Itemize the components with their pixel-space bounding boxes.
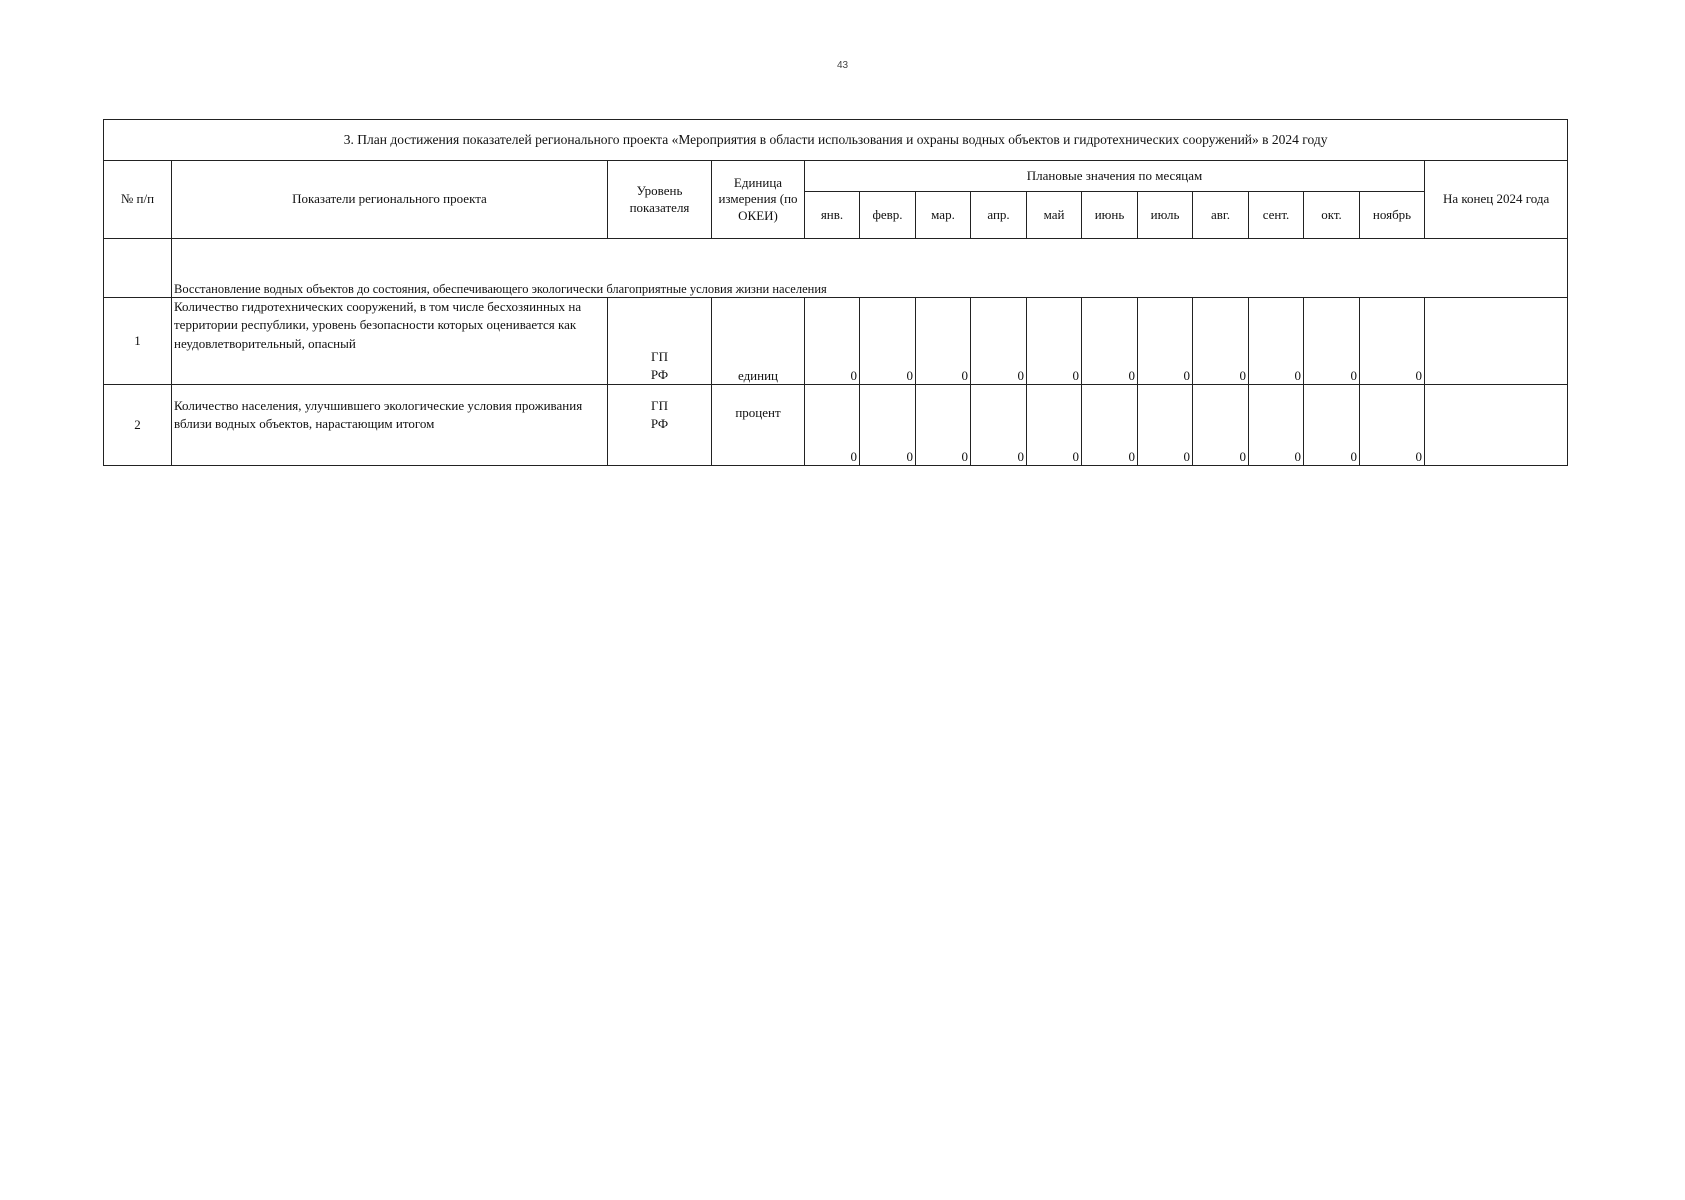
- row-indicator: Количество населения, улучшившего экологические условия проживания вблизи водных объектов, нарастающим итогом: [172, 385, 608, 466]
- row-value: 0: [860, 298, 916, 385]
- row-level-line1: ГП: [651, 398, 668, 413]
- page-number: 43: [836, 60, 849, 71]
- row-value: 0: [1360, 298, 1425, 385]
- row-value: 0: [1138, 298, 1193, 385]
- table-row: [104, 298, 1568, 385]
- row-value: 0: [971, 385, 1027, 466]
- section-title: Восстановление водных объектов до состояния, обеспечивающего экологически благоприятные условия жизни населения: [172, 239, 1568, 298]
- row-value: 0: [805, 298, 860, 385]
- header-month: окт.: [1304, 192, 1360, 239]
- row-value: 0: [1249, 298, 1304, 385]
- header-month: авг.: [1193, 192, 1249, 239]
- header-month: янв.: [805, 192, 860, 239]
- header-indicators: Показатели регионального проекта: [172, 161, 608, 239]
- row-num: 1: [104, 298, 172, 385]
- plan-table: [103, 119, 1568, 466]
- header-month: июнь: [1082, 192, 1138, 239]
- table-title: 3. План достижения показателей регионального проекта «Мероприятия в области использования и охраны водных объектов и гидротехнических сооружений» в 2024 году: [104, 120, 1568, 161]
- row-value: 0: [805, 385, 860, 466]
- header-level: Уровень показателя: [608, 161, 712, 239]
- row-value: 0: [1304, 298, 1360, 385]
- header-month: ноябрь: [1360, 192, 1425, 239]
- row-level-line2: РФ: [650, 416, 669, 432]
- row-value: 0: [1193, 385, 1249, 466]
- row-year-end: [1425, 298, 1568, 385]
- row-level-line1: ГП: [651, 348, 668, 364]
- row-num: 2: [104, 385, 172, 466]
- row-value: 0: [860, 385, 916, 466]
- row-value: 0: [1138, 385, 1193, 466]
- row-value: 0: [1193, 298, 1249, 385]
- header-month: февр.: [860, 192, 916, 239]
- row-value: 0: [916, 298, 971, 385]
- row-level: [608, 385, 712, 466]
- header-month: апр.: [971, 192, 1027, 239]
- row-unit: процент: [712, 385, 805, 466]
- table-row: [104, 385, 1568, 466]
- section-num-cell: [104, 239, 172, 298]
- row-value: 0: [1360, 385, 1425, 466]
- section-row: [104, 239, 1568, 298]
- row-value: 0: [1304, 385, 1360, 466]
- title-row: [104, 120, 1568, 161]
- header-month: май: [1027, 192, 1082, 239]
- row-level: [608, 298, 712, 385]
- header-year-end: На конец 2024 года: [1425, 161, 1568, 239]
- row-unit: единиц: [712, 298, 805, 385]
- row-value: 0: [916, 385, 971, 466]
- header-row-1: [104, 161, 1568, 192]
- row-indicator: Количество гидротехнических сооружений, в том числе бесхозяинных на территории республики, уровень безопасности которых оценивается как неудовлетворительный, опасный: [172, 298, 608, 385]
- row-level-line2: РФ: [650, 366, 669, 382]
- header-month: сент.: [1249, 192, 1304, 239]
- row-value: 0: [1249, 385, 1304, 466]
- header-month: мар.: [916, 192, 971, 239]
- row-value: 0: [1082, 385, 1138, 466]
- row-year-end: [1425, 385, 1568, 466]
- row-value: 0: [1027, 298, 1082, 385]
- header-unit: Единица измерения (по ОКЕИ): [712, 161, 805, 239]
- row-value: 0: [1082, 298, 1138, 385]
- header-num: № п/п: [104, 161, 172, 239]
- row-value: 0: [1027, 385, 1082, 466]
- header-month: июль: [1138, 192, 1193, 239]
- header-planned-values: Плановые значения по месяцам: [805, 161, 1425, 192]
- row-value: 0: [971, 298, 1027, 385]
